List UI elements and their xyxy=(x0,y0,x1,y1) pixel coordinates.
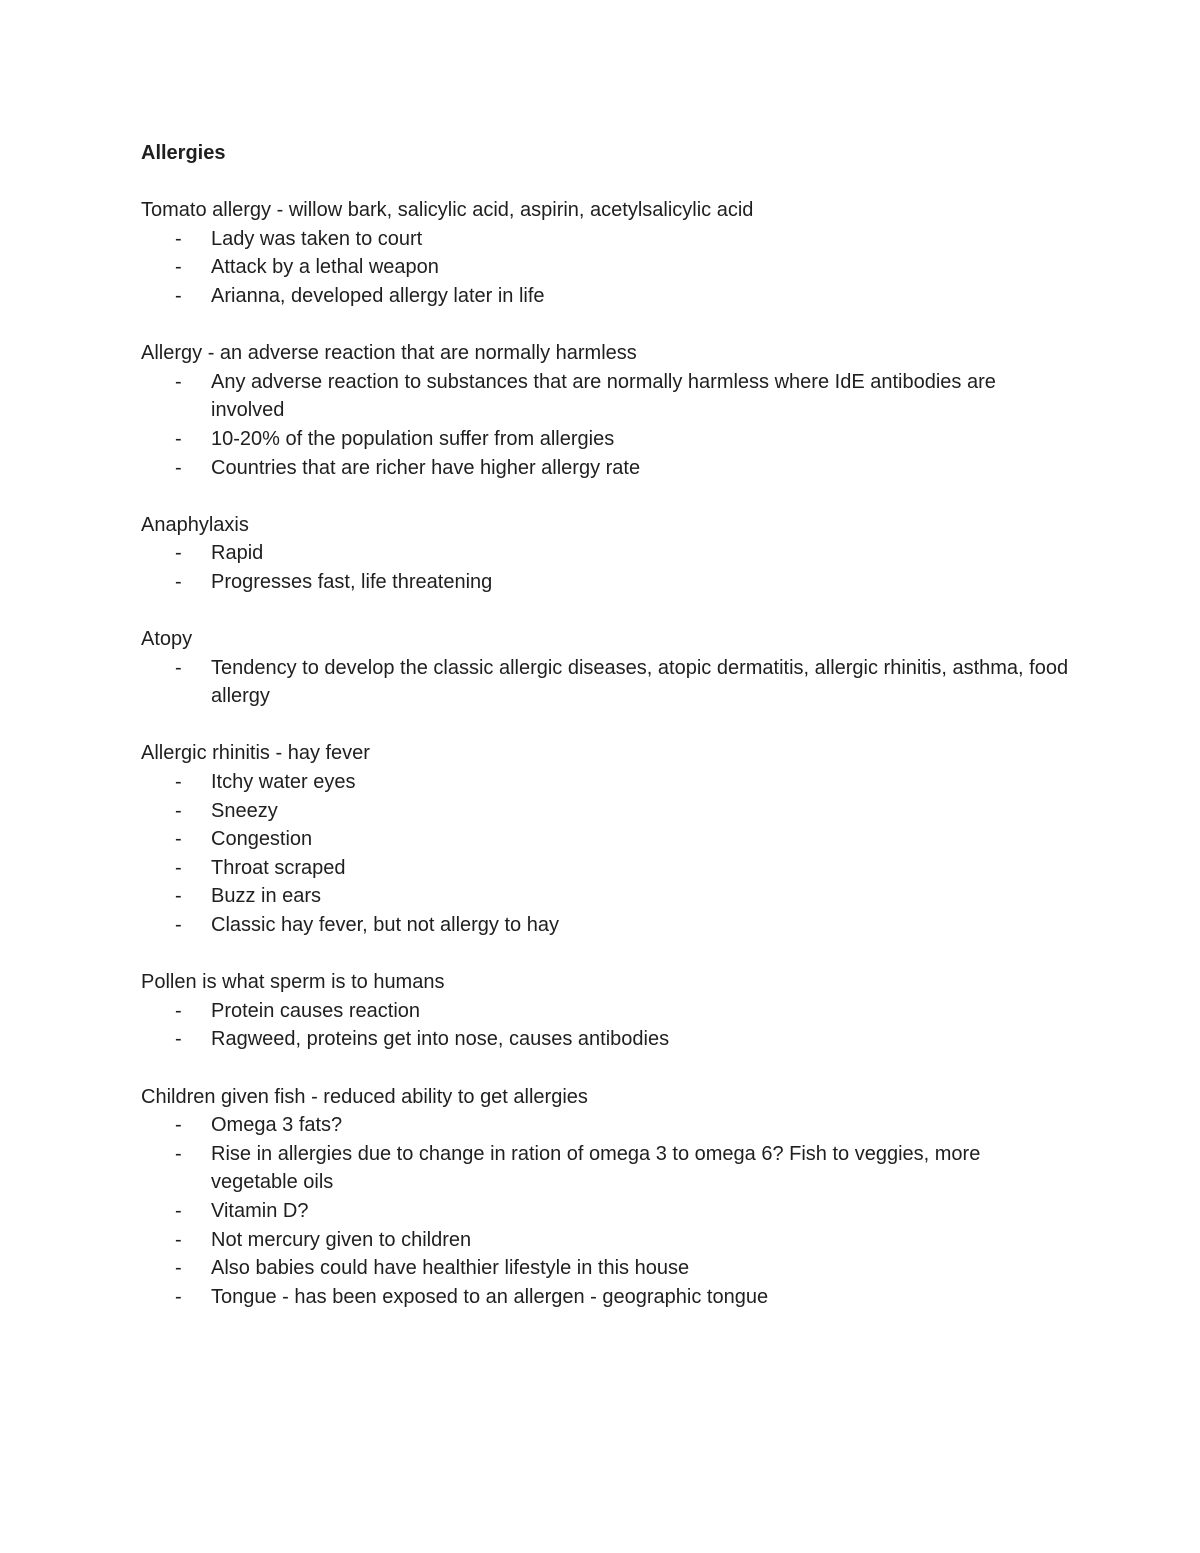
dash-bullet-icon: - xyxy=(175,227,182,250)
dash-bullet-icon: - xyxy=(175,427,182,450)
list-item xyxy=(141,425,1071,454)
bullet-list xyxy=(141,654,1071,711)
note-section xyxy=(141,625,1071,711)
bullet-list xyxy=(141,768,1071,940)
dash-bullet-icon: - xyxy=(175,256,182,279)
list-item xyxy=(141,1197,1071,1226)
note-section xyxy=(141,739,1071,939)
document-page xyxy=(141,139,1071,1340)
dash-bullet-icon: - xyxy=(175,1228,182,1251)
list-item-text: Also babies could have healthier lifestyle in this house xyxy=(211,1257,690,1280)
list-item-text: Itchy water eyes xyxy=(211,771,356,794)
list-item-text: Rapid xyxy=(211,542,264,565)
dash-bullet-icon: - xyxy=(175,542,182,565)
dash-bullet-icon: - xyxy=(175,456,182,479)
list-item-text: Buzz in ears xyxy=(211,885,322,908)
list-item-text: Not mercury given to children xyxy=(211,1228,472,1251)
section-heading: Anaphylaxis xyxy=(141,513,249,536)
list-item-text: Ragweed, proteins get into nose, causes antibodies xyxy=(211,1028,670,1051)
list-item xyxy=(141,1025,1071,1054)
note-section xyxy=(141,339,1071,482)
dash-bullet-icon: - xyxy=(175,1257,182,1280)
section-heading: Allergic rhinitis - hay fever xyxy=(141,742,370,765)
note-section xyxy=(141,511,1071,597)
list-item-text: Congestion xyxy=(211,828,313,851)
list-item xyxy=(141,882,1071,911)
list-item-text: Classic hay fever, but not allergy to hay xyxy=(211,914,559,937)
dash-bullet-icon: - xyxy=(175,828,182,851)
dash-bullet-icon: - xyxy=(175,856,182,879)
dash-bullet-icon: - xyxy=(175,914,182,937)
list-item-text: Protein causes reaction xyxy=(211,999,421,1022)
list-item-text: Attack by a lethal weapon xyxy=(211,256,439,279)
list-item xyxy=(141,797,1071,826)
list-item xyxy=(141,1140,1071,1197)
dash-bullet-icon: - xyxy=(175,656,182,679)
list-item xyxy=(141,997,1071,1026)
bullet-list xyxy=(141,539,1071,596)
note-section xyxy=(141,1083,1071,1312)
dash-bullet-icon: - xyxy=(175,885,182,908)
list-item-text: Countries that are richer have higher allergy rate xyxy=(211,456,641,479)
list-item-text: Omega 3 fats? xyxy=(211,1114,343,1137)
dash-bullet-icon: - xyxy=(175,570,182,593)
list-item-text: Any adverse reaction to substances that are normally harmless where IdE antibodies are involved xyxy=(211,370,996,422)
bullet-list xyxy=(141,368,1071,482)
notes-body xyxy=(141,196,1071,1311)
list-item-text: Throat scraped xyxy=(211,856,346,879)
list-item xyxy=(141,1254,1071,1283)
list-item-text: Lady was taken to court xyxy=(211,227,423,250)
list-item xyxy=(141,911,1071,940)
list-item-text: Sneezy xyxy=(211,799,278,822)
list-item xyxy=(141,253,1071,282)
list-item xyxy=(141,282,1071,311)
list-item xyxy=(141,225,1071,254)
section-heading: Tomato allergy - willow bark, salicylic acid, aspirin, acetylsalicylic acid xyxy=(141,199,754,222)
bullet-list xyxy=(141,225,1071,311)
list-item-text: Vitamin D? xyxy=(211,1199,309,1222)
list-item-text: Rise in allergies due to change in ration of omega 3 to omega 6? Fish to veggies, more vegetable oils xyxy=(211,1142,981,1194)
list-item xyxy=(141,368,1071,425)
dash-bullet-icon: - xyxy=(175,284,182,307)
dash-bullet-icon: - xyxy=(175,999,182,1022)
dash-bullet-icon: - xyxy=(175,370,182,393)
list-item xyxy=(141,768,1071,797)
dash-bullet-icon: - xyxy=(175,1285,182,1308)
dash-bullet-icon: - xyxy=(175,1199,182,1222)
list-item-text: Arianna, developed allergy later in life xyxy=(211,284,545,307)
bullet-list xyxy=(141,1111,1071,1311)
note-section xyxy=(141,196,1071,310)
list-item-text: 10-20% of the population suffer from allergies xyxy=(211,427,615,450)
dash-bullet-icon: - xyxy=(175,1142,182,1165)
list-item xyxy=(141,1226,1071,1255)
list-item xyxy=(141,825,1071,854)
document-title: Allergies xyxy=(141,142,226,164)
dash-bullet-icon: - xyxy=(175,1114,182,1137)
note-section xyxy=(141,968,1071,1054)
section-heading: Allergy - an adverse reaction that are normally harmless xyxy=(141,342,637,365)
list-item-text: Progresses fast, life threatening xyxy=(211,570,493,593)
section-heading: Children given fish - reduced ability to get allergies xyxy=(141,1085,588,1108)
list-item xyxy=(141,1283,1071,1312)
list-item xyxy=(141,568,1071,597)
list-item xyxy=(141,854,1071,883)
bullet-list xyxy=(141,997,1071,1054)
section-heading: Atopy xyxy=(141,628,193,651)
list-item-text: Tongue - has been exposed to an allergen - geographic tongue xyxy=(211,1285,769,1308)
dash-bullet-icon: - xyxy=(175,1028,182,1051)
section-heading: Pollen is what sperm is to humans xyxy=(141,971,445,994)
dash-bullet-icon: - xyxy=(175,771,182,794)
list-item xyxy=(141,654,1071,711)
list-item xyxy=(141,454,1071,483)
list-item xyxy=(141,1111,1071,1140)
list-item-text: Tendency to develop the classic allergic diseases, atopic dermatitis, allergic rhinitis, asthma, food allergy xyxy=(211,656,1069,708)
dash-bullet-icon: - xyxy=(175,799,182,822)
list-item xyxy=(141,539,1071,568)
